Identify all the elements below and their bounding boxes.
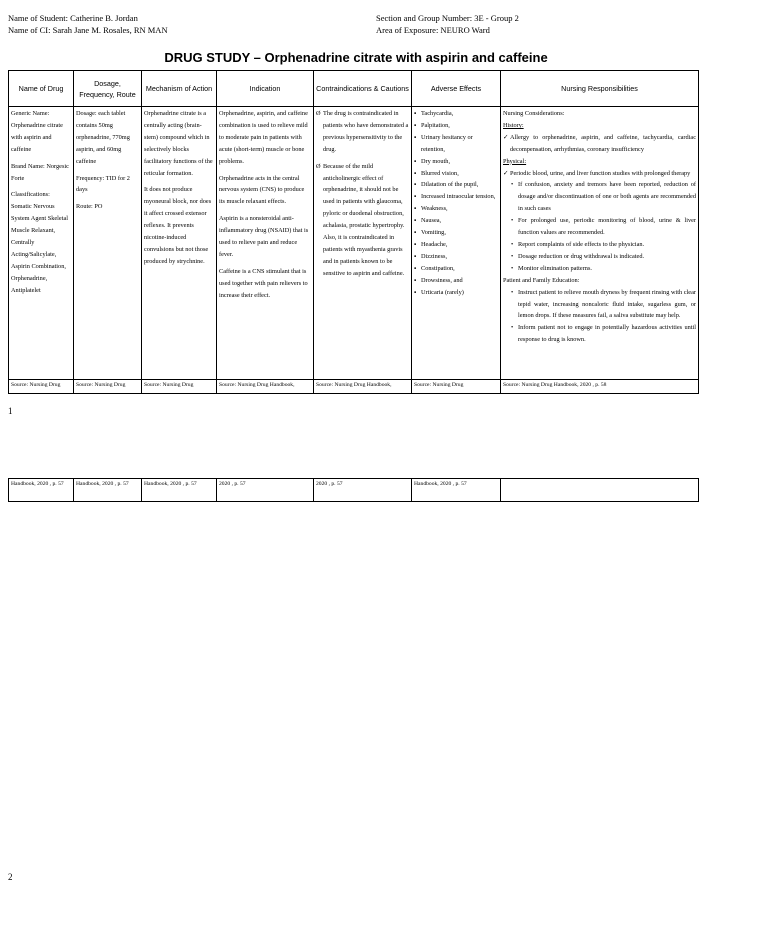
indication-paragraph: Orphenadrine, aspirin, and caffeine combination is used to relieve mild to moderate pain in patients with acute (short-term) muscle or bone problems.	[219, 110, 308, 165]
indication-paragraph: Aspirin is a nonsteroidal anti-inflammatory drug (NSAID) that is used to relieve pain and reduce fever.	[219, 215, 309, 258]
education-item: • Instruct patient to relieve mouth dryness by frequent rinsing with clear tepid water, increasing noncaloric fluid intake, sugarless gum, or lemon drops. If these measures fail, a saliva substitute may help.	[511, 287, 696, 323]
indication-cell	[217, 107, 314, 380]
source-note: Handbook, 2020 , p. 57	[9, 479, 74, 502]
source-note	[501, 479, 699, 502]
physical-sub-item: • Report complaints of side effects to the physician.	[511, 239, 696, 251]
column-header: Indication	[217, 71, 314, 107]
physical-sub-list	[503, 179, 696, 274]
adverse-effect-item: ▪ Palpitation,	[414, 120, 498, 132]
route-text: Route: PO	[76, 203, 103, 211]
adverse-effect-item: ▪ Headache,	[414, 239, 498, 251]
column-header: Adverse Effects	[412, 71, 501, 107]
page-number: 2	[8, 872, 13, 882]
source-note: Handbook, 2020 , p. 57	[412, 479, 501, 502]
source-note: Source: Nursing Drug	[9, 380, 74, 394]
source-note: Source: Nursing Drug Handbook,	[217, 380, 314, 394]
source-note: Source: Nursing Drug Handbook, 2020 , p. 58	[501, 380, 699, 394]
continued-source-table	[8, 478, 699, 502]
source-continuation-row	[9, 479, 699, 502]
physical-sub-item: • Monitor elimination patterns.	[511, 263, 696, 275]
physical-sub-item: • If confusion, anxiety and tremors have been reported, reduction of dosage and/or discontinuation of one or both agents are recommended in such cases	[511, 179, 696, 215]
adverse-effect-item: ▪ Dilatation of the pupil,	[414, 179, 498, 191]
indication-paragraph: Orphenadrine acts in the central nervous system (CNS) to produce its muscle relaxant effects.	[219, 174, 305, 206]
mechanism-cell	[142, 107, 217, 380]
adverse-effect-item: ▪ Blurred vision,	[414, 168, 498, 180]
contraindication-item: Ø Because of the mild anticholinergic effect of orphenadrine, it should not be used in patients with glaucoma, pyloric or duodenal obstruction, achalasia, prostatic hypertrophy. Also, it is contraindicated in patients with myasthenia gravis and in patients known to be sensitive to aspirin and caffeine.	[316, 161, 409, 280]
source-note: 2020 , p. 57	[314, 479, 412, 502]
drug-study-table	[8, 70, 699, 394]
mechanism-paragraph: Orphenadrine citrate is a centrally acting (brain-stem) compound which in selectively blocks facilitatory functions of the reticular formation.	[144, 110, 213, 177]
physical-item: ✓ Periodic blood, urine, and liver function studies with prolonged therapy	[503, 168, 696, 180]
adverse-effect-item: ▪ Tachycardia,	[414, 108, 498, 120]
section-group: Section and Group Number: 3E - Group 2	[376, 13, 519, 23]
source-note: Source: Nursing Drug	[74, 380, 142, 394]
adverse-effect-item: ▪ Increased intraocular tension,	[414, 191, 498, 203]
brand-name: Brand Name: Norgesic Forte	[11, 162, 69, 182]
adverse-effect-item: ▪ Urticaria (rarely)	[414, 287, 498, 299]
student-info	[8, 12, 168, 36]
contraindication-item: Ø The drug is contraindicated in patients who have demonstrated a previous hypersensitivity to the drug.	[316, 108, 409, 156]
source-note: Source: Nursing Drug	[142, 380, 217, 394]
adverse-effect-item: ▪ Weakness,	[414, 203, 498, 215]
dosage-text: Dosage: each tablet contains 50mg orphenadrine, 770mg aspirin, and 60mg caffeine	[76, 110, 130, 165]
frequency-text: Frequency: TID for 2 days	[76, 174, 130, 194]
education-item: • Inform patient not to engage in potentially hazardous activities until response to drug is known.	[511, 322, 696, 346]
section-info	[376, 12, 519, 36]
contraindications-cell	[314, 107, 412, 380]
adverse-effect-item: ▪ Vomiting,	[414, 227, 498, 239]
source-note: Source: Nursing Drug Handbook,	[314, 380, 412, 394]
education-label: Patient and Family Education:	[503, 276, 580, 284]
history-label: History:	[503, 121, 524, 129]
area-of-exposure: Area of Exposure: NEURO Ward	[376, 25, 490, 35]
ci-name: Name of CI: Sarah Jane M. Rosales, RN MAN	[8, 25, 168, 35]
student-name: Name of Student: Catherine B. Jordan	[8, 13, 138, 23]
mechanism-paragraph: It does not produce myoneural block, nor does it affect crossed extensor reflexes. It prevents nicotine-induced convulsions but not those produced by strychnine.	[144, 186, 212, 265]
name-of-drug-cell	[9, 107, 74, 380]
nursing-responsibilities-cell	[501, 107, 699, 380]
source-row	[9, 380, 699, 394]
column-header: Nursing Responsibilities	[501, 71, 699, 107]
adverse-effects-cell	[412, 107, 501, 380]
physical-label: Physical:	[503, 157, 527, 165]
adverse-effect-item: ▪ Dizziness,	[414, 251, 498, 263]
adverse-effect-item: ▪ Urinary hesitancy or retention,	[414, 132, 498, 156]
physical-sub-item: • For prolonged use, periodic monitoring of blood, urine & liver function values are recommended.	[511, 215, 696, 239]
table-content-row	[9, 107, 699, 380]
column-header: Contraindications & Cautions	[314, 71, 412, 107]
document-title: DRUG STUDY – Orphenadrine citrate with aspirin and caffeine	[164, 50, 548, 65]
physical-sub-item: • Dosage reduction or drug withdrawal is indicated.	[511, 251, 696, 263]
nursing-considerations-heading: Nursing Considerations:	[503, 110, 565, 117]
page-number: 1	[8, 406, 13, 416]
adverse-effects-list	[414, 108, 498, 299]
table-header-row	[9, 71, 699, 107]
classifications: Classifications: Somatic Nervous System Agent Skeletal Muscle Relaxant, Centrally Acting/Salicylate, Aspirin Combination, Orphenadrine, Antiplatelet	[11, 191, 69, 294]
indication-paragraph: Caffeine is a CNS stimulant that is used together with pain relievers to increase their effect.	[219, 267, 308, 299]
source-note: 2020 , p. 57	[217, 479, 314, 502]
history-item: ✓ Allergy to orphenadrine, aspirin, and caffeine, tachycardia, cardiac decompensation, arrhythmias, coronary insufficiency	[503, 132, 696, 156]
column-header: Dosage, Frequency, Route	[74, 71, 142, 107]
education-list	[503, 287, 696, 347]
adverse-effect-item: ▪ Constipation,	[414, 263, 498, 275]
source-note: Handbook, 2020 , p. 57	[142, 479, 217, 502]
adverse-effect-item: ▪ Drowsiness, and	[414, 275, 498, 287]
adverse-effect-item: ▪ Dry mouth,	[414, 156, 498, 168]
column-header: Name of Drug	[9, 71, 74, 107]
source-note: Handbook, 2020 , p. 57	[74, 479, 142, 502]
dosage-cell	[74, 107, 142, 380]
source-note: Source: Nursing Drug	[412, 380, 501, 394]
adverse-effect-item: ▪ Nausea,	[414, 215, 498, 227]
generic-name: Generic Name: Orphenadrine citrate with aspirin and caffeine	[11, 110, 63, 153]
column-header: Mechanism of Action	[142, 71, 217, 107]
